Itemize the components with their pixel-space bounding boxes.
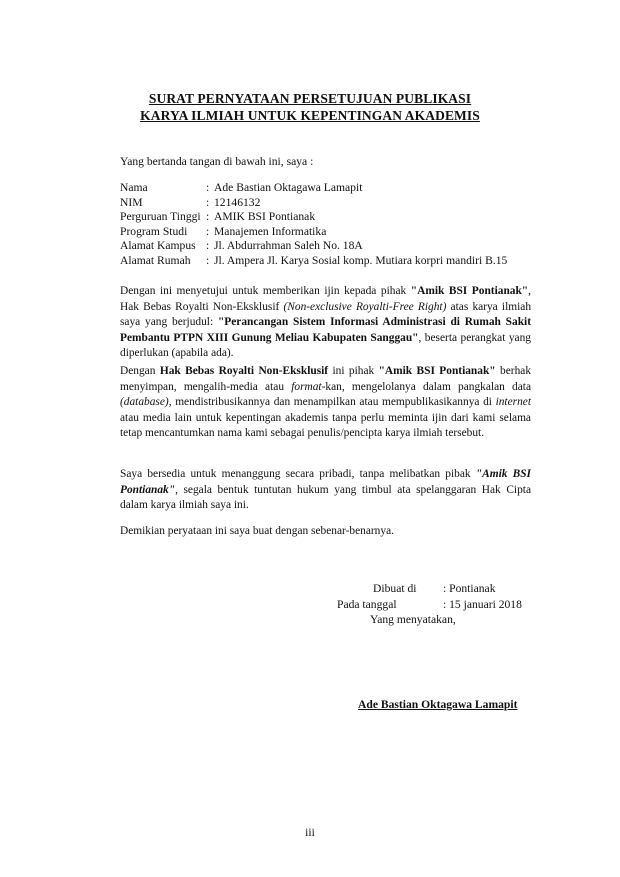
closing-paragraph: Demikian peryataan ini saya buat dengan sebenar-benarnya.: [120, 525, 394, 537]
text-run: ini pihak: [328, 365, 379, 377]
signature-place-value: : Pontianak: [443, 582, 496, 595]
signature-statement: Yang menyatakan,: [370, 613, 456, 626]
text-run: , beserta perangkat yang diperlukan (apabila ada).: [120, 331, 531, 360]
signature-place-label: Dibuat di: [373, 582, 417, 595]
text-run: , Hak Bebas Royalti Non-Eksklusif: [120, 285, 531, 313]
license-name: Hak Bebas Royalti Non-Eksklusif: [159, 365, 329, 377]
identity-colon: :: [206, 181, 210, 194]
identity-value: Ade Bastian Oktagawa Lamapit: [214, 181, 363, 194]
identity-table: [120, 181, 540, 269]
identity-value: 12146132: [214, 195, 261, 209]
emphasis-internet: internet: [495, 396, 531, 409]
identity-colon: :: [206, 210, 210, 224]
identity-value: AMIK BSI Pontianak: [214, 210, 316, 224]
identity-label: Alamat Kampus: [120, 239, 196, 253]
institution-name: "Amik BSI Pontianak": [120, 468, 531, 496]
identity-row-name: [120, 181, 540, 196]
emphasis-format: format: [291, 380, 322, 393]
identity-label: Alamat Rumah: [120, 253, 191, 267]
thesis-title: "Perancangan Sistem Informasi Administrasi di Rumah Sakit Pembantu PTPN XIII Gunung Meliau Kabupaten Sanggau": [120, 316, 531, 344]
identity-value: Jl. Ampera Jl. Karya Sosial komp. Mutiara korpri mandiri B.15: [214, 253, 508, 267]
text-run: , mendistribusikannya dan menampilkan atau mempublikasikannya di: [168, 396, 496, 409]
text-run: atau media lain untuk kepentingan akademis tanpa perlu meminta ijin dari kami selama tetap mencantumkan nama kami sebagai penulis/pencipta karya ilmiah tersebut.: [120, 411, 531, 440]
text-run: Saya bersedia untuk menanggung secara pribadi, tanpa melibatkan pibak: [120, 468, 476, 480]
identity-label: Program Studi: [120, 224, 188, 238]
identity-value: Manajemen Informatika: [214, 224, 327, 238]
institution-name: "Amik BSI Pontianak": [410, 285, 529, 297]
text-run: atas karya ilmiah saya yang berjudul:: [120, 300, 532, 329]
text-run: berhak menyimpan, mengalih-media atau: [120, 365, 532, 393]
document-title-line2: KARYA ILMIAH UNTUK KEPENTINGAN AKADEMIS: [140, 108, 480, 123]
identity-row-campus-address: [120, 239, 540, 254]
identity-label: Nama: [120, 181, 148, 194]
emphasis-database: (database): [120, 396, 169, 409]
text-run: Dengan ini menyetujui untuk memberikan ijin kepada pihak: [120, 285, 411, 297]
identity-row-home-address: [120, 254, 540, 269]
identity-colon: :: [206, 253, 210, 267]
signature-date-label: Pada tanggal: [337, 598, 397, 611]
consent-paragraph: [120, 284, 531, 362]
identity-label: NIM: [120, 195, 143, 209]
rights-paragraph: [120, 364, 531, 442]
page-number: iii: [305, 826, 315, 839]
signature-date-value: : 15 januari 2018: [443, 598, 522, 611]
identity-colon: :: [206, 239, 210, 253]
text-run: , segala bentuk tuntutan hukum yang timbul ata spelanggaran Hak Cipta dalam karya ilmiah saya ini.: [120, 483, 531, 512]
identity-row-program: [120, 225, 540, 240]
text-run: -kan, mengelolanya dalam pangkalan data: [321, 380, 531, 393]
identity-label: Perguruan Tinggi: [120, 210, 201, 224]
signatory-name: Ade Bastian Oktagawa Lamapit: [358, 698, 518, 711]
text-run: Dengan: [120, 365, 160, 377]
document-title-line1: SURAT PERNYATAAN PERSETUJUAN PUBLIKASI: [148, 91, 472, 106]
identity-value: Jl. Abdurrahman Saleh No. 18A: [214, 239, 363, 253]
identity-row-nim: [120, 196, 540, 211]
intro-text: Yang bertanda tangan di bawah ini, saya :: [120, 155, 314, 168]
identity-colon: :: [206, 195, 210, 209]
institution-name: "Amik BSI Pontianak": [378, 365, 496, 377]
liability-paragraph: [120, 467, 531, 514]
identity-row-college: [120, 210, 540, 225]
license-name-english: (Non-exclusive Royalti-Free Right): [283, 300, 447, 313]
identity-colon: :: [206, 224, 210, 238]
